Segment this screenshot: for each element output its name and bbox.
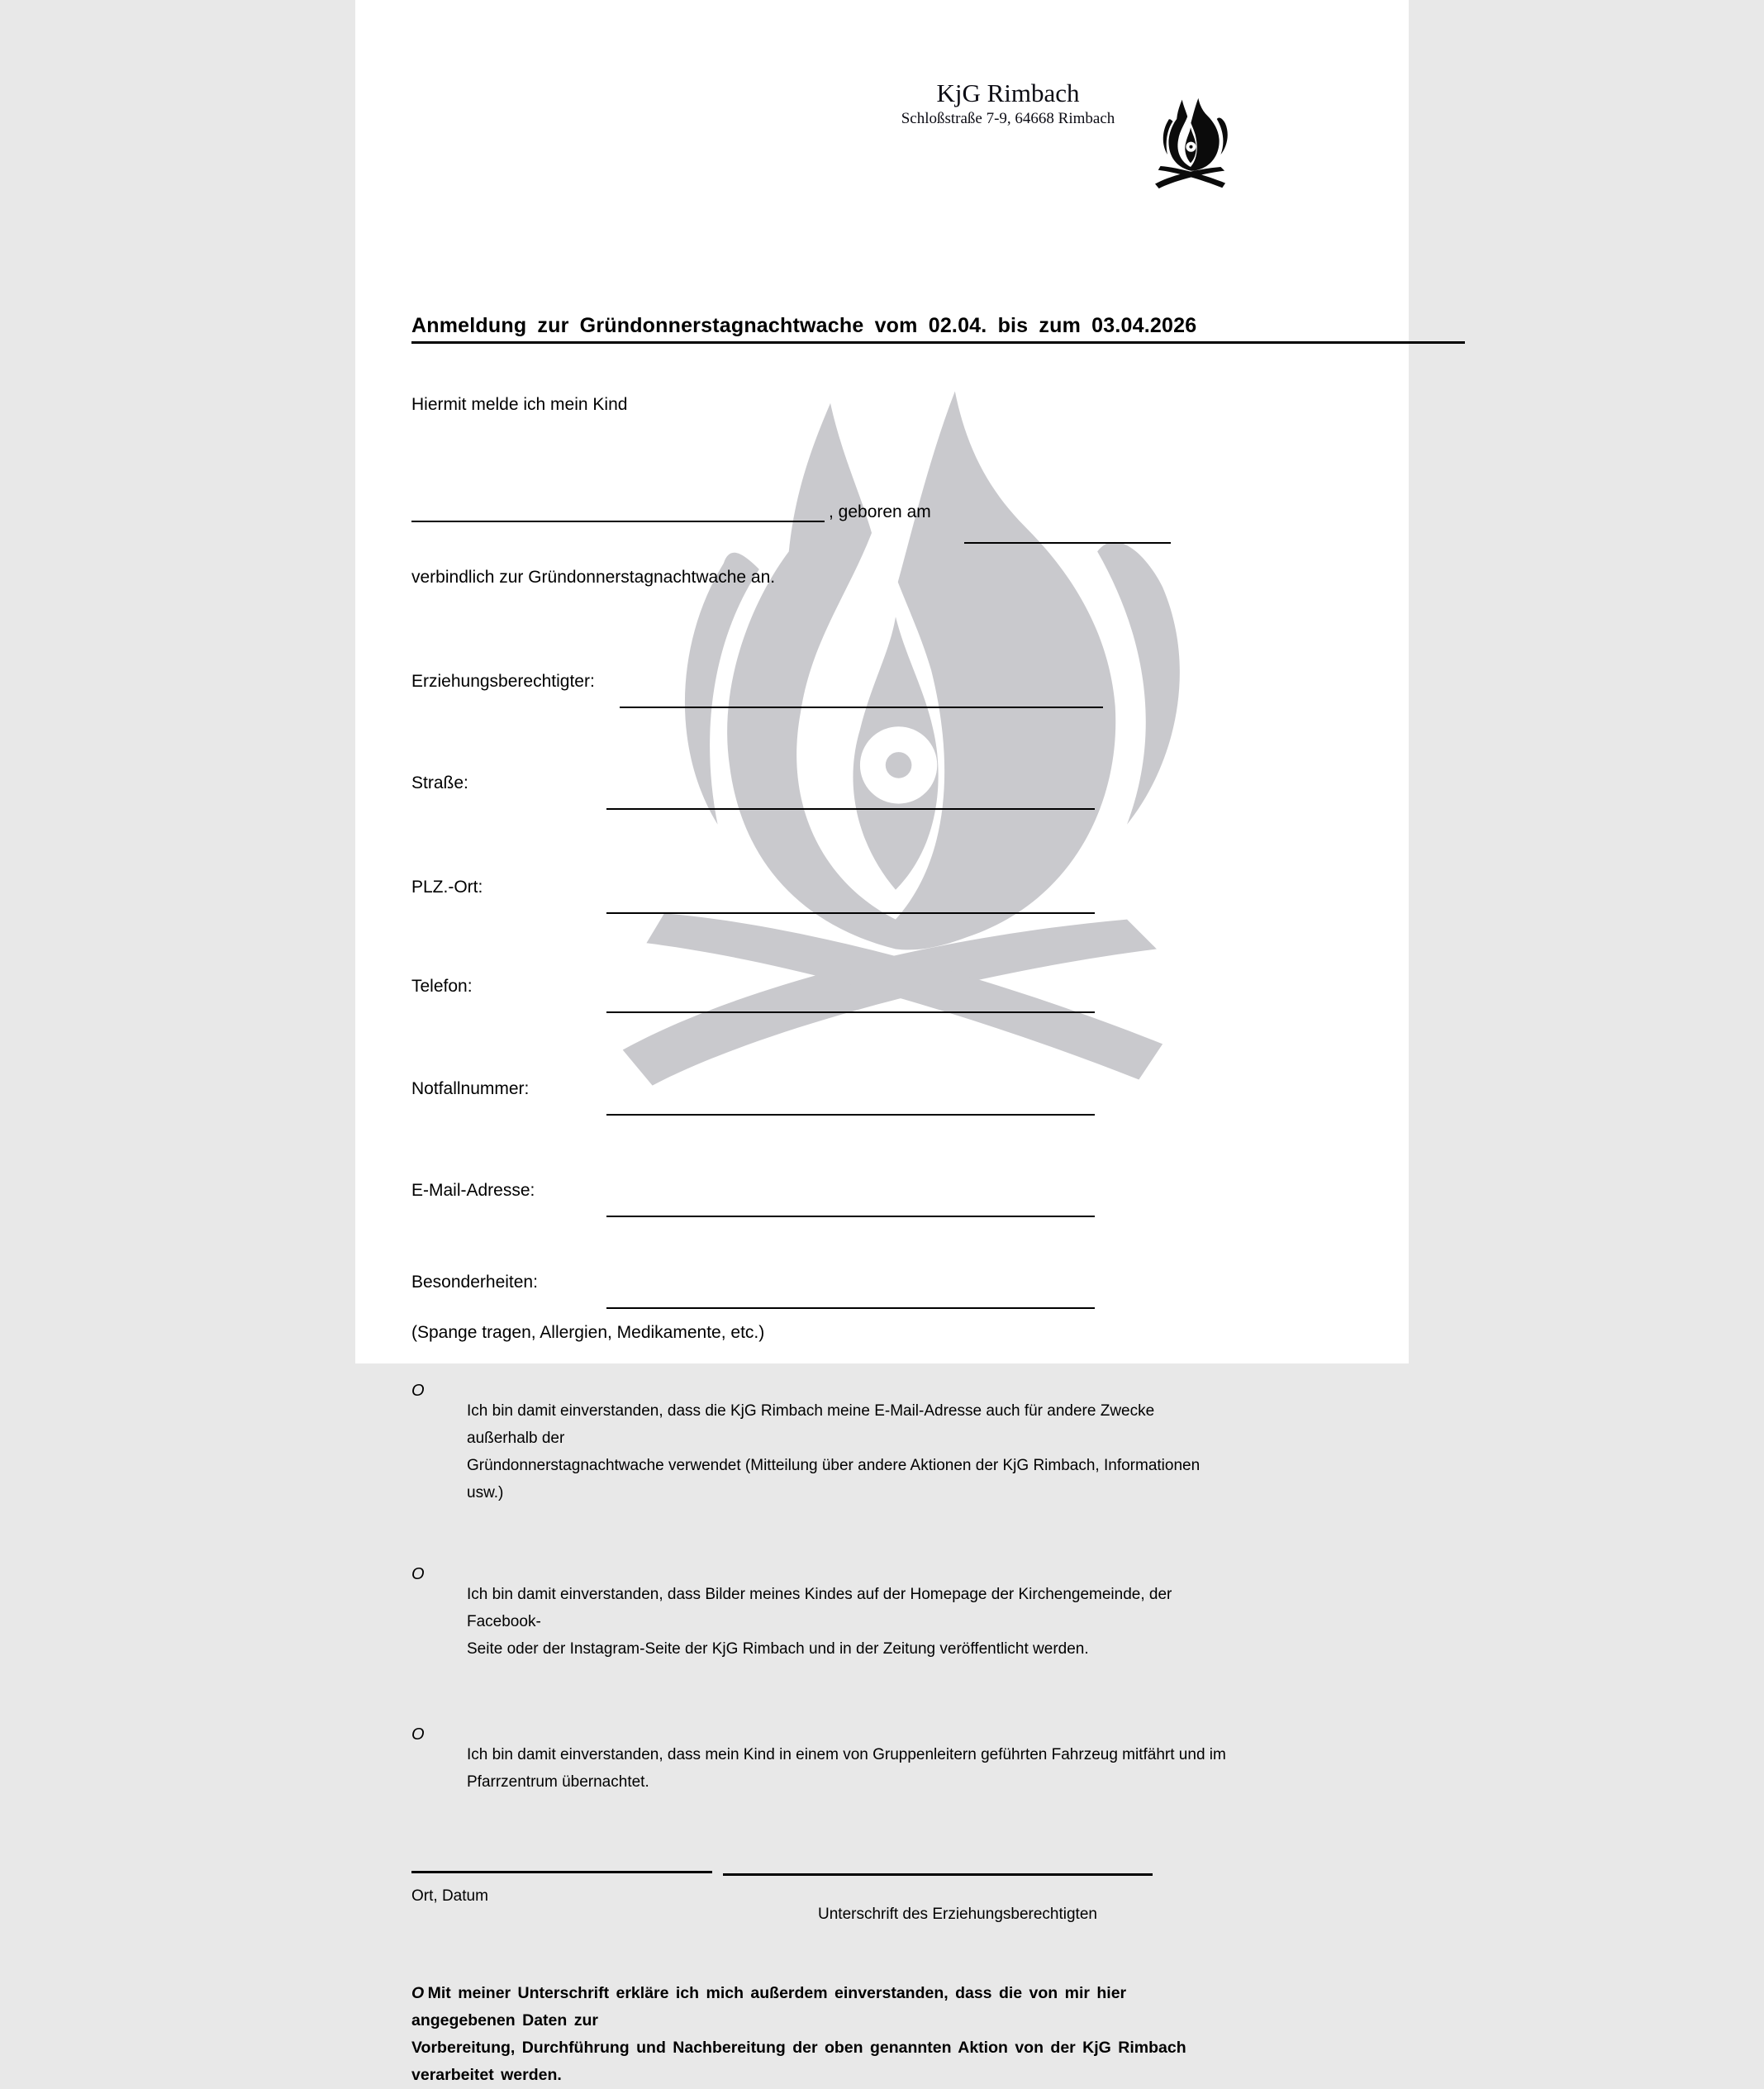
letterhead	[884, 79, 1132, 129]
consent-3-checkbox[interactable]: O	[411, 1725, 425, 1744]
consent-1-text: Ich bin damit einverstanden, dass die KjG Rimbach meine E-Mail-Adresse auch für andere Zwecke außerhalb der Gründonnerstagnachtwache verwendet (Mitteilung über andere Aktionen der KjG Rimbach, Informationen usw.)	[467, 1402, 1201, 1501]
strasse-line[interactable]	[606, 808, 1095, 810]
org-name: KjG Rimbach	[936, 79, 1080, 107]
besonderheiten-line[interactable]	[606, 1307, 1095, 1309]
plz-ort-line[interactable]	[606, 912, 1095, 914]
unterschrift-signature-line[interactable]	[723, 1873, 1153, 1876]
footer-consent	[411, 1980, 1221, 2089]
consent-3-text: Ich bin damit einverstanden, dass mein Kind in einem von Gruppenleitern geführten Fahrzeug mitfährt und im Pfarrzentrum übernachtet.	[467, 1746, 1226, 1791]
org-address: Schloßstraße 7-9, 64668 Rimbach	[901, 110, 1115, 127]
intro-opening: Hiermit melde ich mein Kind	[411, 395, 628, 414]
born-on-label: , geboren am	[829, 502, 931, 521]
consent-1-checkbox[interactable]: O	[411, 1382, 425, 1400]
notfallnummer-line[interactable]	[606, 1114, 1095, 1116]
email-line[interactable]	[606, 1216, 1095, 1217]
intro-closing: verbindlich zur Gründonnerstagnachtwache an.	[411, 568, 776, 587]
campfire-logo-icon	[1148, 96, 1233, 190]
birth-date-line[interactable]	[964, 542, 1171, 544]
erziehungsberechtigter-line[interactable]	[620, 707, 1103, 708]
child-name-line[interactable]	[411, 521, 825, 522]
besonderheiten-hint: (Spange tragen, Allergien, Medikamente, etc.)	[411, 1323, 765, 1342]
consent-2-checkbox[interactable]: O	[411, 1565, 425, 1583]
ort-datum-signature-line[interactable]	[411, 1871, 712, 1873]
footer-consent-marker: O	[411, 1984, 425, 2002]
unterschrift-label: Unterschrift des Erziehungsberechtigten	[818, 1906, 1097, 1923]
field-label-email: E-Mail-Adresse:	[411, 1181, 535, 1200]
footer-consent-text: Mit meiner Unterschrift erkläre ich mich außerdem einverstanden, dass die von mir hier angegebenen Daten zur Vorbereitung, Durchführung und Nachbereitung der oben genannten Aktion von der KjG Rimbach verarbeitet werden.	[411, 1984, 1186, 2084]
consent-2-text: Ich bin damit einverstanden, dass Bilder meines Kindes auf der Homepage der Kirchengemeinde, der Facebook- Seite oder der Instagram-Seite der KjG Rimbach und in der Zeitung veröffentlicht werden.	[467, 1586, 1172, 1658]
field-label-erziehungsberechtigter: Erziehungsberechtigter:	[411, 672, 595, 691]
field-label-strasse: Straße:	[411, 773, 468, 792]
telefon-line[interactable]	[606, 1011, 1095, 1013]
ort-datum-label: Ort, Datum	[411, 1887, 488, 1905]
field-label-telefon: Telefon:	[411, 977, 473, 996]
field-label-notfallnummer: Notfallnummer:	[411, 1079, 530, 1098]
form-title: Anmeldung zur Gründonnerstagnachtwache vom 02.04. bis zum 03.04.2026	[411, 314, 1465, 344]
field-label-plz-ort: PLZ.-Ort:	[411, 878, 483, 897]
registration-form-page	[355, 0, 1409, 2084]
field-label-besonderheiten: Besonderheiten:	[411, 1273, 538, 1292]
